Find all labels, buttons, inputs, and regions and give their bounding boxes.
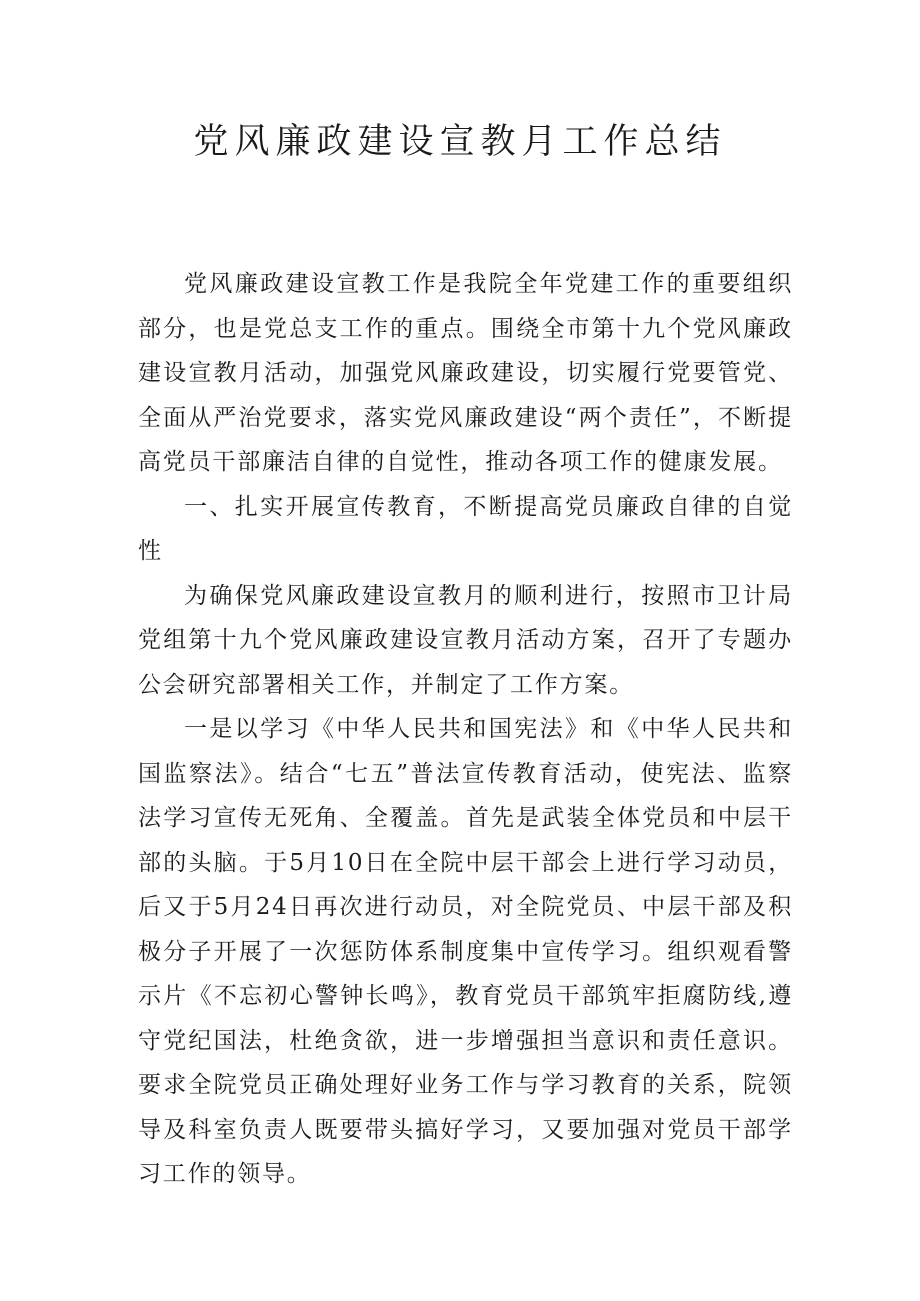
document-body <box>138 262 793 1197</box>
document-title: 党风廉政建设宣教月工作总结 <box>193 122 727 162</box>
section-heading-1: 一、扎实开展宣传教育，不断提高党员廉政自律的自觉性 <box>138 493 793 564</box>
paragraph-2: 为确保党风廉政建设宣教月的顺利进行，按照市卫计局党组第十九个党风廉政建设宣教月活动方案，召开了专题办公会研究部署相关工作，并制定了工作方案。 <box>138 582 793 698</box>
intro-paragraph: 党风廉政建设宣教工作是我院全年党建工作的重要组织部分，也是党总支工作的重点。围绕全市第十九个党风廉政建设宣教月活动，加强党风廉政建设，切实履行党要管党、全面从严治党要求，落实党风廉政建设“两个责任”，不断提高党员干部廉洁自律的自觉性，推动各项工作的健康发展。 <box>138 271 793 475</box>
paragraph-3: 一是以学习《中华人民共和国宪法》和《中华人民共和国监察法》。结合“七五”普法宣传教育活动，使宪法、监察法学习宣传无死角、全覆盖。首先是武装全体党员和中层干部的头脑。于5月10日在全院中层干部会上进行学习动员，后又于5月24日再次进行动员，对全院党员、中层干部及积极分子开展了一次惩防体系制度集中宣传学习。组织观看警示片《不忘初心警钟长鸣》，教育党员干部筑牢拒腐防线,遵守党纪国法，杜绝贪欲，进一步增强担当意识和责任意识。要求全院党员正确处理好业务工作与学习教育的关系，院领导及科室负责人既要带头搞好学习，又要加强对党员干部学习工作的领导。 <box>138 716 793 1187</box>
